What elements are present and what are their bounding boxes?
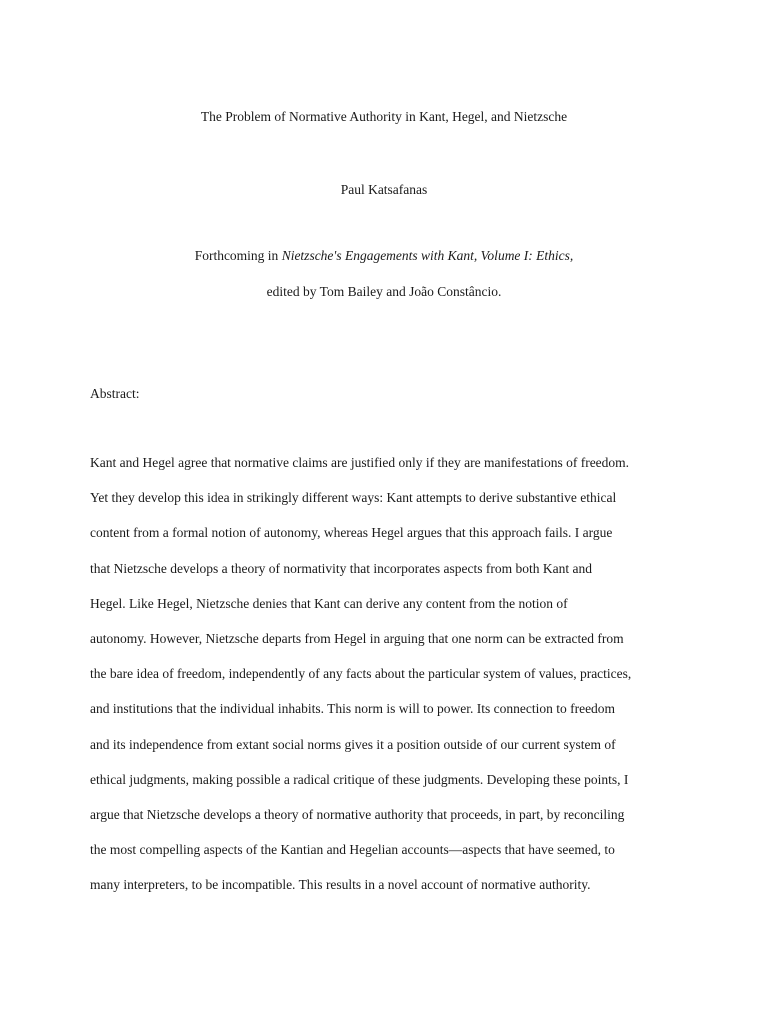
abstract-line: the bare idea of freedom, independently of any facts about the particular system of values, practices, [90, 666, 632, 682]
abstract-line: many interpreters, to be incompatible. This results in a novel account of normative authority. [90, 877, 591, 893]
editors-line: edited by Tom Bailey and João Constâncio. [266, 284, 502, 299]
abstract-line: and its independence from extant social norms gives it a position outside of our current system of [90, 736, 616, 752]
abstract-heading: Abstract: [90, 386, 140, 401]
abstract-line: Hegel. Like Hegel, Nietzsche denies that Kant can derive any content from the notion of [90, 595, 568, 611]
book-title: Nietzsche's Engagements with Kant, Volume I: Ethics, [281, 248, 574, 263]
abstract-line: and institutions that the individual inhabits. This norm is will to power. Its connection to freedom [90, 701, 616, 717]
paper-title: The Problem of Normative Authority in Kant, Hegel, and Nietzsche [200, 109, 568, 124]
abstract-line: ethical judgments, making possible a radical critique of these judgments. Developing these points, I [90, 771, 629, 787]
publication-note-prefix: Forthcoming in [194, 248, 282, 263]
abstract-body [90, 452, 690, 909]
publication-note [0, 247, 768, 265]
abstract-line: autonomy. However, Nietzsche departs from Hegel in arguing that one norm can be extracted from [90, 630, 624, 646]
abstract-line: Yet they develop this idea in strikingly different ways: Kant attempts to derive substantive ethical [90, 490, 617, 506]
abstract-line: Kant and Hegel agree that normative claims are justified only if they are manifestations of freedom. [90, 455, 630, 470]
abstract-line: the most compelling aspects of the Kantian and Hegelian accounts—aspects that have seemed, to [90, 842, 615, 858]
abstract-line: content from a formal notion of autonomy, whereas Hegel argues that this approach fails. I argue [90, 525, 613, 541]
author-name: Paul Katsafanas [340, 182, 428, 197]
abstract-line: that Nietzsche develops a theory of normativity that incorporates aspects from both Kant and [90, 560, 592, 576]
abstract-line: argue that Nietzsche develops a theory of normative authority that proceeds, in part, by reconciling [90, 806, 625, 822]
